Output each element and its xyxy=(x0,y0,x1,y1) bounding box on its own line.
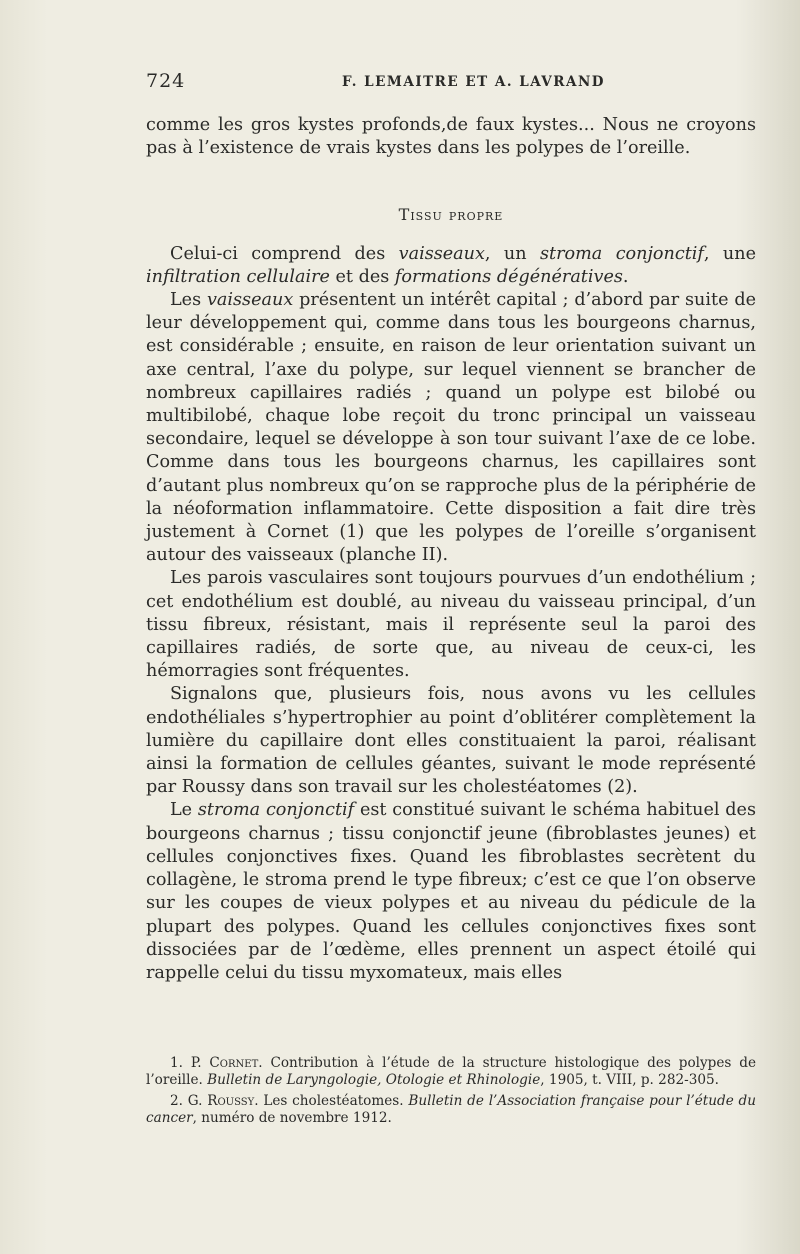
footnote-2: 2. G. Roussy. Les cholestéatomes. Bulletin de l’Association française pour l’étude du cancer, numéro de novembre 1912. xyxy=(146,1093,757,1126)
paragraph-vessels: Les vaisseaux présentent un intérêt capital ; d’abord par suite de leur développement qui, comme dans tous les bourgeons charnus, est considérable ; ensuite, en raison de leur orientation suivant un axe central, l’axe du polype, sur lequel viennent se brancher de nombreux capillaires radiés ; quand un polype est bilobé ou multibilobé, chaque lobe reçoit du tronc principal un vaisseau secondaire, lequel se développe à son tour suivant l’axe de ce lobe. Comme dans tous les bourgeons charnus, les capillaires sont d’autant plus nombreux qu’on se rapproche plus de la périphérie de la néoformation inflammatoire. Cette disposition a fait dire très justement à Cornet (1) que les polypes de l’oreille s’organisent autour des vaisseaux (planche II). xyxy=(146,290,757,566)
paragraph-intro: Celui-ci comprend des vaisseaux, un stroma conjonctif, une infiltration cellulaire et des formations dégénératives. xyxy=(146,243,757,287)
paragraph-stroma: Le stroma conjonctif est constitué suivant le schéma habituel des bourgeons charnus ; tissu conjonctif jeune (fibroblastes jeunes) et cellules conjonctives fixes. Quand les fibroblastes secrètent du collagène, le stroma prend le type fibreux; c’est ce que l’on observe sur les coupes de vieux polypes et au niveau du pédicule de la plupart des polypes. Quand les cellules conjonctives fixes sont dissociées par de l’œdème, elles prennent un aspect étoilé qui rappelle celui du tissu myxomateux, mais elles xyxy=(146,800,756,983)
paragraph-vascular-walls: Les parois vasculaires sont toujours pourvues d’un endothélium ; cet endothélium est doublé, au niveau du vaisseau principal, d’un tissu fibreux, résistant, mais il représente seul la paroi des capillaires radiés, de sorte que, au niveau de ceux-ci, les hémorragies sont fréquentes. xyxy=(146,568,756,682)
main-text xyxy=(146,114,756,985)
page-header xyxy=(146,70,756,96)
paragraph-continuation: comme les gros kystes profonds,de faux kystes... Nous ne croyons pas à l’existence de vrais kystes dans les polypes de l’oreille. xyxy=(146,115,756,159)
footnotes xyxy=(146,1055,756,1131)
page-number: 724 xyxy=(146,70,186,92)
paragraph-endothelial-cells: Signalons que, plusieurs fois, nous avons vu les cellules endothéliales s’hypertrophier au point d’oblitérer complètement la lumière du capillaire dont elles constituaient la paroi, réalisant ainsi la formation de cellules géantes, suivant le mode représenté par Roussy dans son travail sur les cholestéatomes (2). xyxy=(146,684,756,798)
section-title: Tissu propre xyxy=(398,205,504,225)
running-head: F. LEMAITRE ET A. LAVRAND xyxy=(342,74,606,90)
footnote-1: 1. P. Cornet. Contribution à l’étude de la structure histologique des polypes de l’oreille. Bulletin de Laryngologie, Otologie et Rhinologie, 1905, t. VIII, p. 282-305. xyxy=(146,1055,756,1088)
